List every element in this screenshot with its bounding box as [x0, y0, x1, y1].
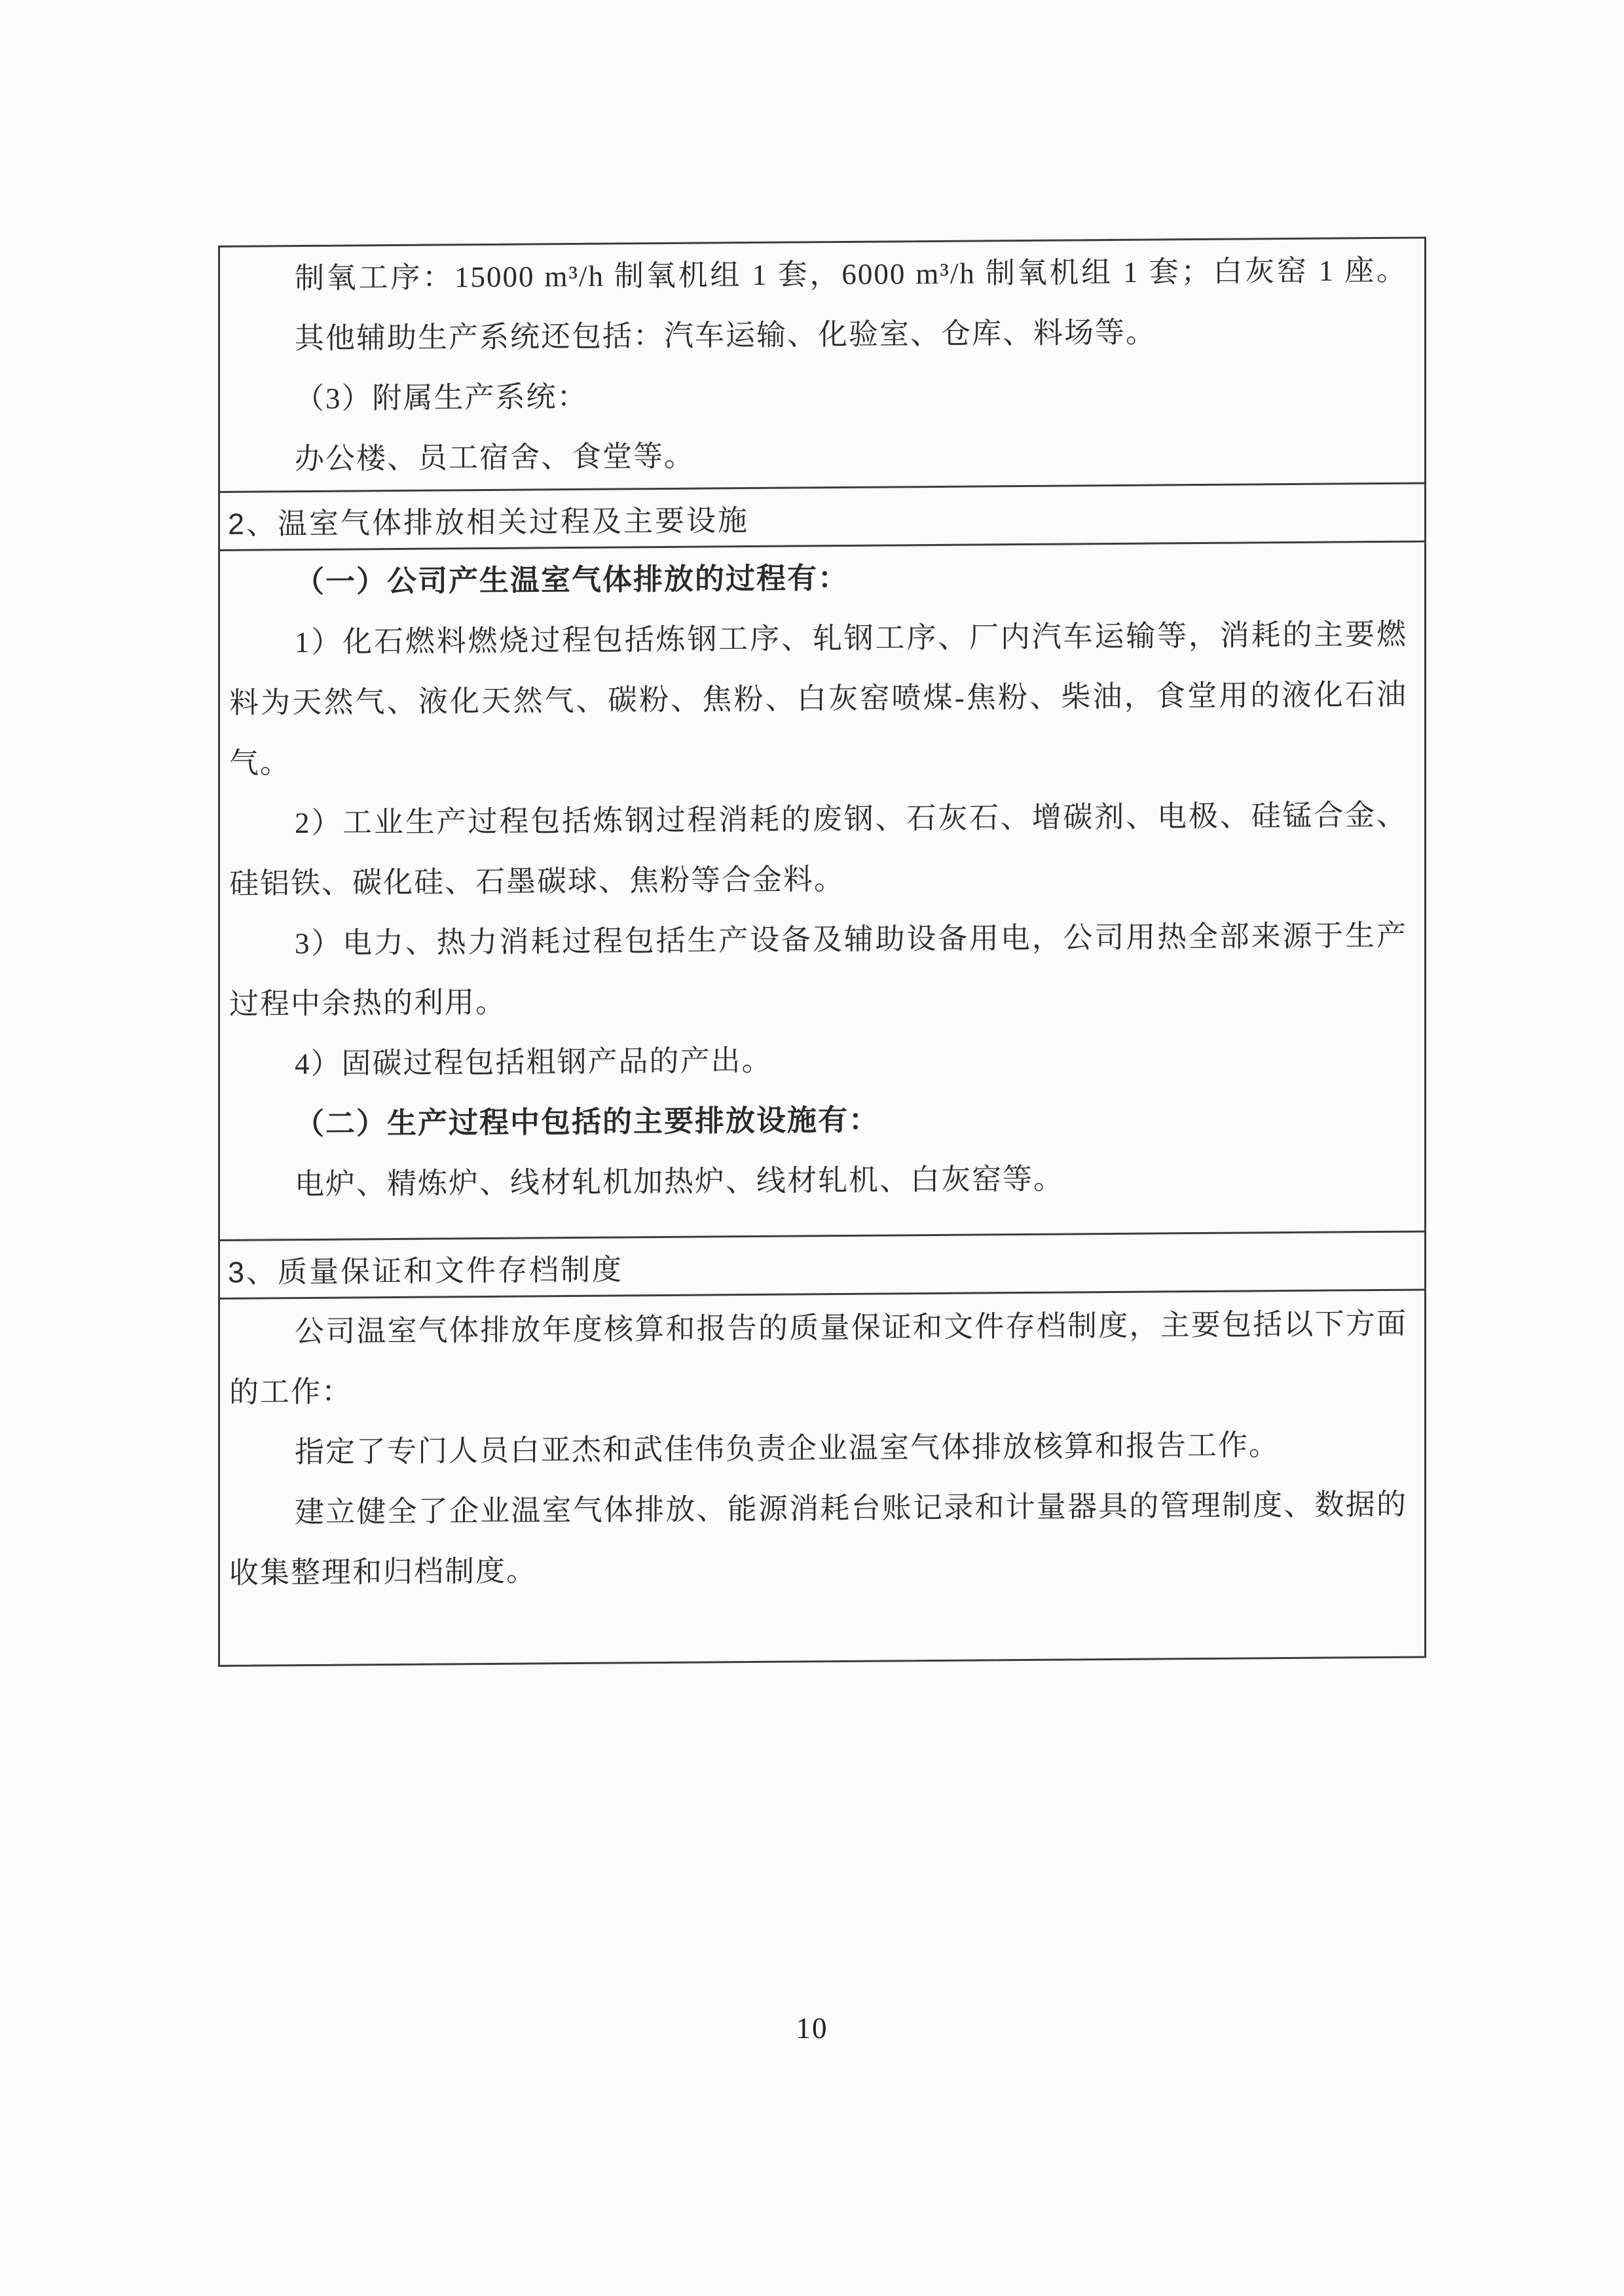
text-line: 气。 — [229, 746, 291, 780]
text-line: 2）工业生产过程包括炼钢过程消耗的废钢、石灰石、增碳剂、电极、硅锰合金、 — [295, 798, 1407, 840]
text-line: 3）电力、热力消耗过程包括生产设备及辅助设备用电，公司用热全部来源于生产 — [295, 919, 1407, 960]
report-table — [218, 236, 1426, 1667]
section-3-header-row — [220, 1230, 1424, 1299]
page-number — [0, 2011, 1624, 2045]
page-number-value: 10 — [796, 2012, 828, 2045]
text-line: 指定了专门人员白亚杰和武佳伟负责企业温室气体排放核算和报告工作。 — [295, 1429, 1280, 1469]
text-line: 办公楼、员工宿舍、食堂等。 — [295, 439, 695, 476]
text-line: 料为天然气、液化天然气、碳粉、焦粉、白灰窑喷煤-焦粉、柴油，食堂用的液化石油 — [229, 678, 1407, 720]
text-line: 电炉、精炼炉、线材轧机加热炉、线材轧机、白灰窑等。 — [295, 1162, 1065, 1201]
text-line: 建立健全了企业温室气体排放、能源消耗台账记录和计量器具的管理制度、数据的 — [295, 1487, 1407, 1529]
section-3-body — [220, 1290, 1424, 1664]
text-line: 的工作： — [229, 1375, 353, 1409]
section-2-header-row — [220, 482, 1424, 551]
text-line: 硅铝铁、碳化硅、石墨碳球、焦粉等合金料。 — [229, 862, 845, 900]
text-line: （二）生产过程中包括的主要排放设施有： — [295, 1103, 880, 1141]
section-1-continuation — [220, 238, 1424, 490]
text-line: 过程中余热的利用。 — [229, 985, 507, 1021]
text-line: （3）附属生产系统： — [295, 380, 588, 416]
section-2-body — [220, 542, 1424, 1239]
text-line: （一）公司产生温室气体排放的过程有： — [295, 561, 849, 599]
text-line: 制氧工序：15000 m³/h 制氧机组 1 套，6000 m³/h 制氧机组 1 套；白灰窑 1 座。 — [295, 253, 1407, 295]
text-line: 收集整理和归档制度。 — [229, 1554, 538, 1590]
section-3-heading: 3、质量保证和文件存档制度 — [228, 1252, 624, 1289]
text-line: 其他辅助生产系统还包括：汽车运输、化验室、仓库、料场等。 — [295, 316, 1157, 355]
text-line: 1）化石燃料燃烧过程包括炼钢工序、轧钢工序、厂内汽车运输等，消耗的主要燃 — [295, 617, 1407, 659]
text-line: 公司温室气体排放年度核算和报告的质量保证和文件存档制度，主要包括以下方面 — [295, 1307, 1407, 1349]
text-line: 4）固碳过程包括粗钢产品的产出。 — [295, 1044, 773, 1081]
section-2-heading: 2、温室气体排放相关过程及主要设施 — [228, 503, 750, 541]
